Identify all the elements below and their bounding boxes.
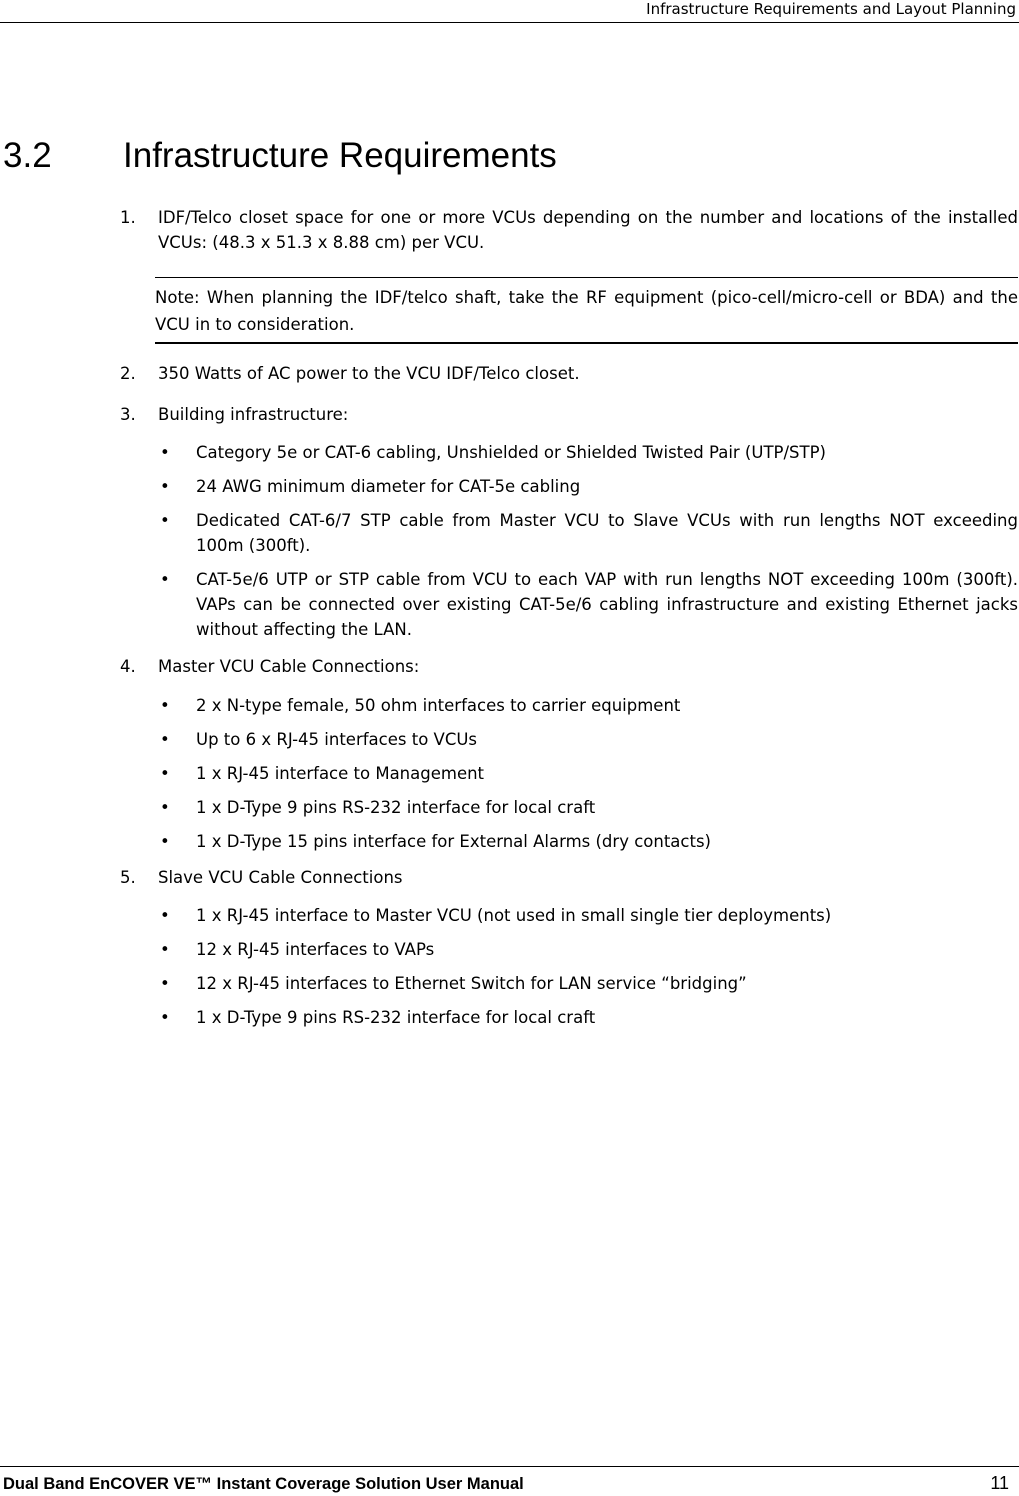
list-item <box>120 474 1018 499</box>
list-item <box>120 693 1018 718</box>
bullet-text: 1 x RJ-45 interface to Management <box>196 764 485 783</box>
item-text: 350 Watts of AC power to the VCU IDF/Telco closet. <box>158 364 580 383</box>
bullet-icon: • <box>160 730 170 749</box>
bullet-icon: • <box>160 798 170 817</box>
list-item <box>120 727 1018 752</box>
bullet-text: CAT-5e/6 UTP or STP cable from VCU to each VAP with run lengths NOT exceeding 100m (300ft). VAPs can be connected over existing CAT-5e/6 cabling infrastructure and existing Ethernet jacks without affecting the LAN. <box>196 570 1018 639</box>
bullet-text: 24 AWG minimum diameter for CAT-5e cabling <box>196 477 581 496</box>
list-item <box>120 795 1018 820</box>
item-number: 4. <box>120 657 136 676</box>
section-title: Infrastructure Requirements <box>123 136 557 175</box>
bullet-icon: • <box>160 940 170 959</box>
list-item <box>120 567 1018 642</box>
bullet-text: 1 x RJ-45 interface to Master VCU (not used in small single tier deployments) <box>196 906 832 925</box>
manual-title: Dual Band EnCOVER VE™ Instant Coverage Solution User Manual <box>3 1475 524 1493</box>
list-item <box>120 937 1018 962</box>
bullet-text: 2 x N-type female, 50 ohm interfaces to carrier equipment <box>196 696 681 715</box>
bullet-icon: • <box>160 1008 170 1027</box>
item-text: IDF/Telco closet space for one or more VCUs depending on the number and locations of the installed VCUs: (48.3 x 51.3 x 8.88 cm) per VCU. <box>158 208 1018 252</box>
list-item <box>120 1005 1018 1030</box>
bullet-text: 12 x RJ-45 interfaces to VAPs <box>196 940 435 959</box>
bullet-icon: • <box>160 696 170 715</box>
bullet-text: 1 x D-Type 15 pins interface for External Alarms (dry contacts) <box>196 832 711 851</box>
bullet-icon: • <box>160 477 170 496</box>
requirements-list <box>120 205 1018 1039</box>
requirement-item-1 <box>120 205 1018 255</box>
bullet-icon: • <box>160 511 170 530</box>
bullet-text: 1 x D-Type 9 pins RS-232 interface for local craft <box>196 1008 596 1027</box>
bullet-text: Category 5e or CAT-6 cabling, Unshielded or Shielded Twisted Pair (UTP/STP) <box>196 443 826 462</box>
bullet-text: 1 x D-Type 9 pins RS-232 interface for local craft <box>196 798 596 817</box>
item-text: Slave VCU Cable Connections <box>158 868 403 887</box>
bullet-text: 12 x RJ-45 interfaces to Ethernet Switch for LAN service “bridging” <box>196 974 747 993</box>
bullet-icon: • <box>160 570 170 589</box>
requirement-item-2 <box>120 361 1018 386</box>
item-text: Master VCU Cable Connections: <box>158 657 420 676</box>
list-item <box>120 971 1018 996</box>
bullet-icon: • <box>160 443 170 462</box>
bullet-icon: • <box>160 906 170 925</box>
item-number: 3. <box>120 405 136 424</box>
list-item <box>120 761 1018 786</box>
requirement-item-5 <box>120 865 1018 890</box>
item-text: Building infrastructure: <box>158 405 349 424</box>
note-box <box>155 277 1018 344</box>
page-footer <box>0 1466 1019 1496</box>
section-number: 3.2 <box>3 136 52 175</box>
item-number: 5. <box>120 868 136 887</box>
page-header <box>0 0 1019 23</box>
bullet-icon: • <box>160 974 170 993</box>
item-number: 2. <box>120 364 136 383</box>
page-number: 11 <box>990 1473 1009 1493</box>
list-item <box>120 440 1018 465</box>
bullet-text: Dedicated CAT-6/7 STP cable from Master VCU to Slave VCUs with run lengths NOT exceeding 100m (300ft). <box>196 511 1018 555</box>
bullet-text: Up to 6 x RJ-45 interfaces to VCUs <box>196 730 478 749</box>
note-text: Note: When planning the IDF/telco shaft, take the RF equipment (pico-cell/micro-cell or BDA) and the VCU in to consideration. <box>155 288 1018 334</box>
list-item <box>120 508 1018 558</box>
section-heading <box>3 135 557 177</box>
running-header-title: Infrastructure Requirements and Layout Planning <box>646 0 1016 18</box>
requirement-item-3 <box>120 402 1018 427</box>
requirement-item-4 <box>120 654 1018 679</box>
item-number: 1. <box>120 208 136 227</box>
list-item <box>120 903 1018 928</box>
list-item <box>120 829 1018 854</box>
bullet-icon: • <box>160 832 170 851</box>
bullet-icon: • <box>160 764 170 783</box>
